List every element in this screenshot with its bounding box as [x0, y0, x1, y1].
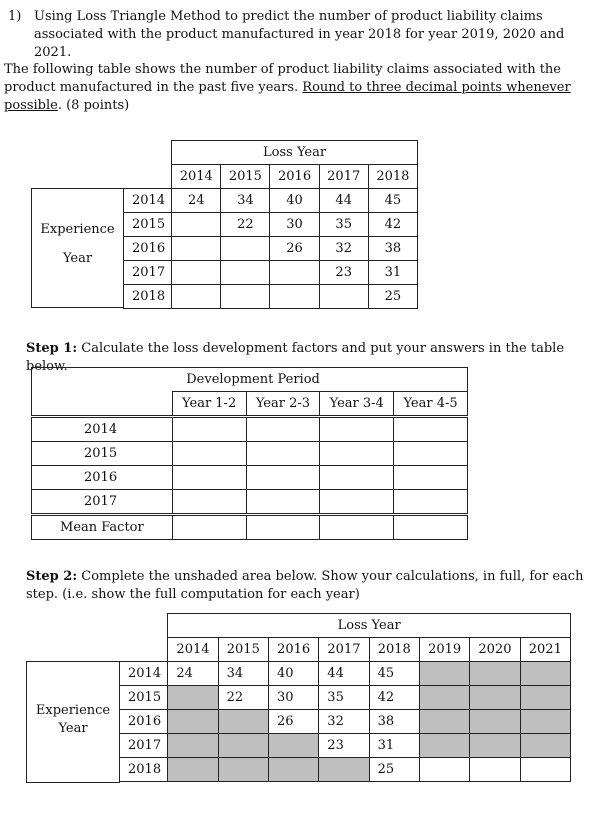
claims-cell: 25	[369, 758, 419, 782]
claims-cell: 45	[369, 662, 419, 686]
loss-year-col: 2014	[168, 638, 218, 662]
experience-year-cell: 2018	[120, 758, 168, 782]
shaded-cell	[419, 710, 469, 734]
table-row	[124, 237, 418, 261]
loss-year-col: 2015	[218, 638, 268, 662]
factor-cell[interactable]	[172, 490, 246, 515]
claims-cell: 24	[168, 662, 218, 686]
table-row	[120, 734, 571, 758]
projection-table	[119, 613, 571, 782]
shaded-cell	[470, 710, 520, 734]
experience-year-box	[26, 661, 120, 783]
claims-cell: 44	[319, 662, 369, 686]
factor-cell[interactable]	[320, 490, 394, 515]
claims-cell: 38	[368, 237, 417, 261]
table-row	[32, 490, 468, 515]
experience-year-cell: 2017	[124, 261, 172, 285]
factor-cell[interactable]	[172, 442, 246, 466]
factor-cell[interactable]	[320, 466, 394, 490]
claims-cell: 23	[319, 734, 369, 758]
step2-text: Complete the unshaded area below. Show your calculations, in full, for each step. (i.e. show the full computation for each year)	[26, 569, 584, 602]
factor-cell[interactable]	[172, 466, 246, 490]
table-row	[120, 662, 571, 686]
row-year-cell: 2016	[32, 466, 173, 490]
factor-cell[interactable]	[394, 466, 468, 490]
step1-label: Step 1:	[26, 341, 78, 356]
loss-year-header: Loss Year	[172, 141, 418, 165]
year-label: Year	[58, 721, 88, 736]
step1-text: Calculate the loss development factors and put your answers in the table below.	[26, 341, 565, 374]
experience-year-box	[31, 188, 124, 308]
loss-year-col: 2018	[368, 165, 417, 189]
loss-year-col: 2021	[520, 638, 570, 662]
claims-cell	[270, 261, 319, 285]
experience-year-cell: 2015	[120, 686, 168, 710]
shaded-cell	[419, 662, 469, 686]
intro-points: . (8 points)	[57, 98, 130, 113]
table-row	[120, 710, 571, 734]
factor-cell[interactable]	[246, 417, 320, 442]
table-row	[124, 285, 418, 309]
period-col: Year 4-5	[394, 392, 468, 417]
shaded-cell	[520, 710, 570, 734]
shaded-cell	[520, 734, 570, 758]
shaded-cell	[168, 710, 218, 734]
claims-cell	[172, 261, 221, 285]
claims-cell	[172, 285, 221, 309]
table-row	[120, 686, 571, 710]
experience-year-cell: 2016	[120, 710, 168, 734]
claims-cell	[270, 285, 319, 309]
intro-paragraph	[4, 61, 596, 115]
shaded-cell	[470, 686, 520, 710]
claims-cell: 34	[218, 662, 268, 686]
shaded-cell	[168, 734, 218, 758]
experience-year-cell: 2014	[120, 662, 168, 686]
development-factor-table	[31, 367, 468, 540]
shaded-cell	[419, 686, 469, 710]
table-row	[32, 442, 468, 466]
factor-cell[interactable]	[246, 466, 320, 490]
shaded-cell	[319, 758, 369, 782]
claims-cell: 22	[218, 686, 268, 710]
claims-cell: 25	[368, 285, 417, 309]
table-row	[124, 213, 418, 237]
claims-cell: 23	[319, 261, 368, 285]
loss-year-col: 2017	[319, 638, 369, 662]
claims-cell	[221, 261, 270, 285]
claims-cell: 42	[368, 213, 417, 237]
table-row	[32, 417, 468, 442]
shaded-cell	[470, 662, 520, 686]
claims-cell	[172, 237, 221, 261]
answer-cell[interactable]	[419, 758, 469, 782]
claims-cell: 26	[268, 710, 318, 734]
mean-factor-cell[interactable]	[172, 515, 246, 540]
factor-cell[interactable]	[394, 442, 468, 466]
claims-cell: 31	[369, 734, 419, 758]
answer-cell[interactable]	[470, 758, 520, 782]
claims-cell: 40	[270, 189, 319, 213]
claims-cell: 40	[268, 662, 318, 686]
claims-cell: 30	[268, 686, 318, 710]
loss-year-col: 2014	[172, 165, 221, 189]
claims-cell: 31	[368, 261, 417, 285]
shaded-cell	[419, 734, 469, 758]
factor-cell[interactable]	[320, 417, 394, 442]
period-col: Year 1-2	[172, 392, 246, 417]
claims-cell	[172, 213, 221, 237]
period-col: Year 3-4	[320, 392, 394, 417]
factor-cell[interactable]	[394, 417, 468, 442]
claims-cell	[221, 237, 270, 261]
table-row	[124, 189, 418, 213]
loss-year-header: Loss Year	[168, 614, 571, 638]
loss-year-col: 2020	[470, 638, 520, 662]
answer-cell[interactable]	[520, 758, 570, 782]
claims-cell: 44	[319, 189, 368, 213]
question-text: Using Loss Triangle Method to predict the number of product liability claims associated with the product manufactured in year 2018 for year 2019, 2020 and 2021.	[34, 9, 565, 60]
step2-label: Step 2:	[26, 569, 78, 584]
factor-cell[interactable]	[246, 490, 320, 515]
claims-cell: 42	[369, 686, 419, 710]
claims-cell	[319, 285, 368, 309]
claims-cell: 32	[319, 237, 368, 261]
year-label: Year	[62, 251, 93, 266]
period-col: Year 2-3	[246, 392, 320, 417]
table-row	[32, 466, 468, 490]
experience-year-cell: 2018	[124, 285, 172, 309]
shaded-cell	[218, 734, 268, 758]
shaded-cell	[168, 758, 218, 782]
claims-cell: 38	[369, 710, 419, 734]
loss-year-col: 2015	[221, 165, 270, 189]
intro-underlined: Round to three decimal points whenever possible	[4, 80, 571, 113]
loss-triangle-table	[123, 140, 418, 309]
row-year-cell: 2014	[32, 417, 173, 442]
shaded-cell	[218, 758, 268, 782]
step2-instruction	[26, 568, 601, 604]
experience-label: Experience	[35, 703, 111, 718]
claims-cell: 45	[368, 189, 417, 213]
factor-cell[interactable]	[172, 417, 246, 442]
claims-cell: 34	[221, 189, 270, 213]
factor-cell[interactable]	[246, 442, 320, 466]
claims-cell: 35	[319, 213, 368, 237]
shaded-cell	[470, 734, 520, 758]
mean-factor-label: Mean Factor	[32, 515, 173, 540]
loss-year-col: 2019	[419, 638, 469, 662]
table-row	[124, 261, 418, 285]
claims-cell: 26	[270, 237, 319, 261]
loss-year-col: 2018	[369, 638, 419, 662]
mean-factor-cell[interactable]	[246, 515, 320, 540]
loss-year-col: 2017	[319, 165, 368, 189]
shaded-cell	[520, 686, 570, 710]
development-period-header: Development Period	[172, 368, 467, 392]
mean-factor-cell[interactable]	[394, 515, 468, 540]
experience-year-cell: 2014	[124, 189, 172, 213]
claims-cell: 30	[270, 213, 319, 237]
question-number: 1)	[8, 9, 22, 24]
loss-year-col: 2016	[270, 165, 319, 189]
shaded-cell	[268, 758, 318, 782]
factor-cell[interactable]	[394, 490, 468, 515]
row-year-cell: 2015	[32, 442, 173, 466]
row-year-cell: 2017	[32, 490, 173, 515]
mean-factor-cell[interactable]	[320, 515, 394, 540]
experience-year-cell: 2017	[120, 734, 168, 758]
shaded-cell	[168, 686, 218, 710]
experience-year-cell: 2016	[124, 237, 172, 261]
experience-label: Experience	[40, 222, 115, 237]
loss-year-col: 2016	[268, 638, 318, 662]
claims-cell: 35	[319, 686, 369, 710]
factor-cell[interactable]	[320, 442, 394, 466]
experience-year-cell: 2015	[124, 213, 172, 237]
claims-cell: 32	[319, 710, 369, 734]
claims-cell: 22	[221, 213, 270, 237]
claims-cell	[221, 285, 270, 309]
shaded-cell	[268, 734, 318, 758]
shaded-cell	[520, 662, 570, 686]
table-row	[120, 758, 571, 782]
claims-cell: 24	[172, 189, 221, 213]
intro-text: The following table shows the number of product liability claims associated with the product manufactured in the past five years.	[4, 62, 561, 95]
shaded-cell	[218, 710, 268, 734]
